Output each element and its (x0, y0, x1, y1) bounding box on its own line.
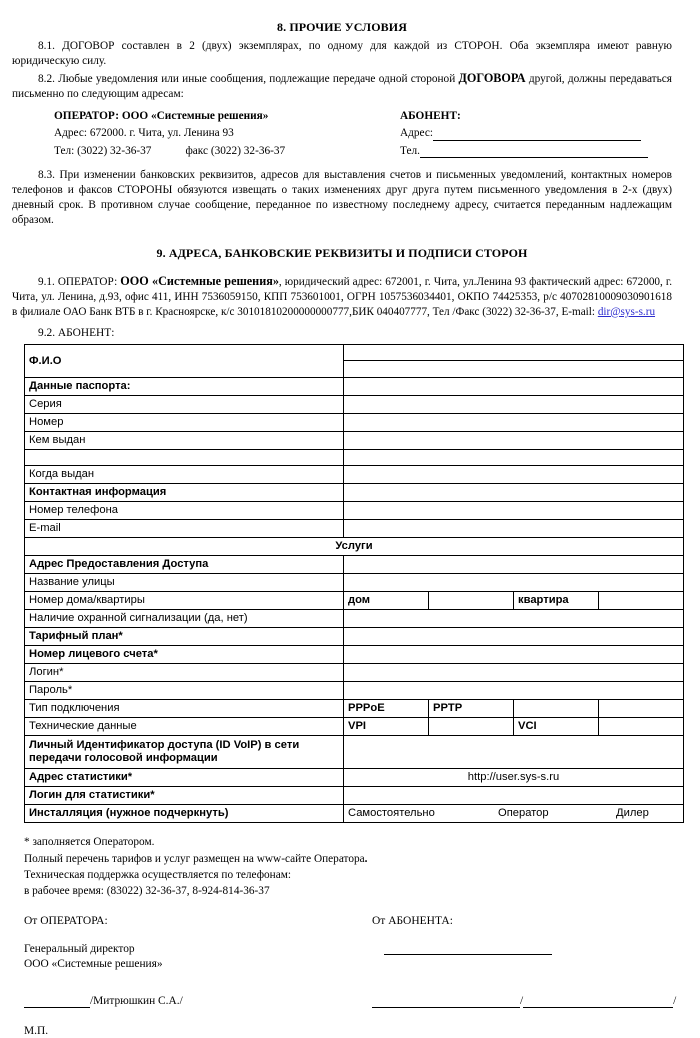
director-name: /Митрюшкин С.А./ (90, 994, 183, 1007)
operator-company-name: ООО «Системные решения» (120, 273, 279, 288)
abonent-heading (400, 109, 690, 127)
row-input-email[interactable] (344, 520, 684, 538)
operator-signature-blank[interactable] (24, 996, 90, 1008)
house-label: дом (344, 592, 429, 610)
footnote-tariffs (24, 851, 672, 867)
fio-line-1[interactable] (344, 345, 683, 361)
row-label-contact-info: Контактная информация (25, 484, 344, 502)
table-row-passport-series (25, 396, 684, 414)
operator-address: Адрес: 672000. г. Чита, ул. Ленина 93 (54, 127, 234, 140)
option-pppoe[interactable]: PPPoE (344, 700, 429, 718)
row-label-statistics-login: Логин для статистики* (25, 787, 344, 805)
table-row-street-name (25, 574, 684, 592)
section-8-title: 8. ПРОЧИЕ УСЛОВИЯ (277, 20, 407, 34)
table-row-statistics-login (25, 787, 684, 805)
row-input-account-number[interactable] (344, 646, 684, 664)
row-label-connection-type: Тип подключения (25, 700, 344, 718)
operator-requisites: , юридический адрес: 672001, г. Чита, ул.Ленина 93 фактический адрес: 672000, г. Чита, ул. Ленина, д.93, офис 411, ИНН 7536059150, КПП 753601001, ОГРН 1057536034401, ОКПО 74425353, р/с 40702810009030901618 в филиале ОАО Банк ВТБ в г. Красноярске, к/с 30101810200000000777,БИК 040407777, Тел /Факс (3022) 32-36-37, E-mail: (12, 275, 673, 318)
abonent-tel-row (400, 144, 690, 162)
table-row-technical-data (25, 718, 684, 736)
row-label-statistics-address: Адрес статистики* (25, 769, 344, 787)
row-input-passport-data[interactable] (344, 378, 684, 396)
footnote-support: Техническая поддержка осуществляется по телефонам: (24, 868, 292, 881)
operator-heading (54, 109, 384, 127)
signature-headers (24, 914, 672, 932)
abonent-tel-label: Тел. (400, 144, 420, 157)
table-row-account-number (25, 646, 684, 664)
clause-8-3: 8.3. При изменении банковских реквизитов, адресов для выставления счетов и письменных уведомлений, контактных номеров телефонов и факсов СТОРОНЫ обязуются извещать о таких изменениях друг друга путем письменного уведомления в 2-х (двух) дневный срок. В противном случае сообщение, переданное по известному последнему адресу, считается переданным надлежащим образом. (12, 168, 672, 226)
row-label-access-address: Адрес Предоставления Доступа (25, 556, 344, 574)
row-input-phone-number[interactable] (344, 502, 684, 520)
abonent-signature-blank[interactable] (372, 996, 520, 1008)
clause-8-2-part2: другой, должны передаваться письменно по следующим адресам: (12, 73, 672, 101)
flat-input[interactable] (599, 592, 684, 610)
row-input-passport-issue-date[interactable] (344, 466, 684, 484)
row-input-street-name[interactable] (344, 574, 684, 592)
operator-phones (54, 144, 384, 162)
table-row-fio (25, 345, 684, 378)
abonent-sig-slash-2: / (673, 994, 677, 1007)
table-row-passport-number (25, 414, 684, 432)
row-label-passport-issue-date: Когда выдан (25, 466, 344, 484)
installation-option-operator[interactable]: Оператор (498, 807, 549, 820)
from-operator-label: От ОПЕРАТОРА: (24, 914, 108, 927)
operator-email-link[interactable]: dir@sys-s.ru (597, 305, 656, 318)
signature-block (24, 942, 677, 1012)
row-label-passport-number: Номер (25, 414, 344, 432)
clause-9-1-prefix: 9.1. ОПЕРАТОР: (38, 275, 121, 288)
row-label-house-flat-number: Номер дома/квартиры (25, 592, 344, 610)
row-input-passport-issued-by[interactable] (344, 432, 684, 450)
table-row-connection-type (25, 700, 684, 718)
footnote-operator-filled: * заполняется Оператором. (24, 836, 155, 849)
row-label-passport-issued-by: Кем выдан (25, 432, 344, 450)
installation-option-self[interactable]: Самостоятельно (348, 807, 435, 820)
table-row-login (25, 664, 684, 682)
abonent-address-blank[interactable] (433, 129, 641, 141)
table-row-password (25, 682, 684, 700)
row-label-passport-data: Данные паспорта: (25, 378, 344, 396)
abonent-address-row (400, 126, 690, 144)
table-row-passport-issue-date (25, 466, 684, 484)
row-input-passport-issued-by-cont[interactable] (344, 450, 684, 466)
table-row-tariff-plan (25, 628, 684, 646)
clause-8-2 (12, 70, 672, 102)
row-input-passport-series[interactable] (344, 396, 684, 414)
row-input-password[interactable] (344, 682, 684, 700)
abonent-tel-blank[interactable] (420, 146, 648, 158)
abonent-address-column (400, 109, 690, 162)
director-title: Генеральный директор (24, 942, 135, 955)
footnotes-block (24, 834, 672, 900)
abonent-form-body (25, 345, 684, 823)
row-label-tariff-plan: Тарифный план* (25, 628, 344, 646)
row-input-login[interactable] (344, 664, 684, 682)
row-input-installation (344, 805, 684, 823)
fio-line-2[interactable] (344, 361, 683, 377)
operator-address-column (54, 109, 384, 162)
abonent-address-label: Адрес: (400, 127, 434, 140)
abonent-signature-line (372, 994, 676, 1009)
table-row-phone-number (25, 502, 684, 520)
operator-name: ООО «Системные решения» (121, 109, 269, 122)
clause-8-2-dogovora: ДОГОВОРА (458, 71, 526, 86)
row-label-technical-data: Технические данные (25, 718, 344, 736)
row-label-fio: Ф.И.О (25, 345, 344, 378)
row-input-passport-number[interactable] (344, 414, 684, 432)
row-input-tariff-plan[interactable] (344, 628, 684, 646)
clause-9-1 (12, 273, 672, 320)
operator-tel: Тел: (3022) 32-36-37 (54, 144, 152, 157)
row-input-voip-id[interactable] (344, 736, 684, 769)
clause-8-2-part1: 8.2. Любые уведомления или иные сообщения, подлежащие передаче одной стороной (38, 73, 459, 86)
table-row-contact-info (25, 484, 684, 502)
statistics-address-value[interactable]: http://user.sys-s.ru (344, 769, 684, 787)
stamp-label: М.П. (24, 1024, 49, 1037)
footnote-tariffs-period: . (364, 852, 368, 865)
abonent-sig-slash-1: / (520, 994, 524, 1007)
services-section-header: Услуги (25, 538, 684, 556)
operator-fax: факс (3022) 32-36-37 (185, 144, 286, 157)
abonent-label: АБОНЕНТ: (400, 109, 461, 122)
clause-9-2: 9.2. АБОНЕНТ: (38, 326, 115, 339)
vpi-label: VPI (344, 718, 429, 736)
abonent-name-rule[interactable] (384, 954, 552, 955)
row-label-account-number: Номер лицевого счета* (25, 646, 344, 664)
abonent-form-table (24, 344, 684, 823)
table-row-voip-id (25, 736, 684, 769)
table-row-passport-issued-by-cont (25, 450, 684, 466)
flat-label: квартира (514, 592, 599, 610)
table-row-passport-issued-by (25, 432, 684, 450)
address-block (12, 109, 672, 165)
row-label-password: Пароль* (25, 682, 344, 700)
vpi-input[interactable] (429, 718, 514, 736)
table-row-access-address (25, 556, 684, 574)
row-label-phone-number: Номер телефона (25, 502, 344, 520)
director-company: ООО «Системные решения» (24, 957, 163, 970)
connection-type-blank-1[interactable] (514, 700, 599, 718)
table-row-house-flat-number (25, 592, 684, 610)
operator-signature-line (24, 994, 183, 1009)
row-input-security-alarm[interactable] (344, 610, 684, 628)
connection-type-blank-2[interactable] (599, 700, 684, 718)
installation-options (348, 807, 679, 820)
row-label-street-name: Название улицы (25, 574, 344, 592)
row-label-security-alarm: Наличие охранной сигнализации (да, нет) (25, 610, 344, 628)
row-label-email: E-mail (25, 520, 344, 538)
vci-label: VCI (514, 718, 599, 736)
section-9-title: 9. АДРЕСА, БАНКОВСКИЕ РЕКВИЗИТЫ И ПОДПИСИ СТОРОН (156, 245, 528, 260)
row-label-voip-id: Личный Идентификатор доступа (ID VoIP) в сети передачи голосовой информации (25, 736, 344, 769)
table-row-installation (25, 805, 684, 823)
row-input-fio[interactable] (344, 345, 684, 378)
row-label-login: Логин* (25, 664, 344, 682)
house-input[interactable] (429, 592, 514, 610)
clause-8-1: 8.1. ДОГОВОР составлен в 2 (двух) экземплярах, по одному для каждой из СТОРОН. Оба экземпляра имеют равную юридическую силу. (12, 40, 672, 68)
installation-option-dealer[interactable]: Дилер (616, 807, 649, 820)
footnote-support-hours: в рабочее время: (83022) 32-36-37, 8-924-814-36-37 (24, 885, 270, 898)
table-row-services-header (25, 538, 684, 556)
footnote-tariffs-text: Полный перечень тарифов и услуг размещен на www-сайте Оператора (24, 852, 365, 865)
row-input-access-address[interactable] (344, 556, 684, 574)
operator-label: ОПЕРАТОР: (54, 109, 119, 122)
table-row-security-alarm (25, 610, 684, 628)
vci-input[interactable] (599, 718, 684, 736)
table-row-passport-data (25, 378, 684, 396)
from-abonent-label: От АБОНЕНТА: (372, 914, 453, 927)
table-row-statistics-address (25, 769, 684, 787)
abonent-name-blank[interactable] (523, 996, 673, 1008)
row-label-passport-issued-by-cont (25, 450, 344, 466)
table-row-email (25, 520, 684, 538)
row-input-contact-info[interactable] (344, 484, 684, 502)
row-label-installation: Инсталляция (нужное подчеркнуть) (25, 805, 344, 823)
row-input-statistics-login[interactable] (344, 787, 684, 805)
option-pptp[interactable]: PPTP (429, 700, 514, 718)
row-label-passport-series: Серия (25, 396, 344, 414)
